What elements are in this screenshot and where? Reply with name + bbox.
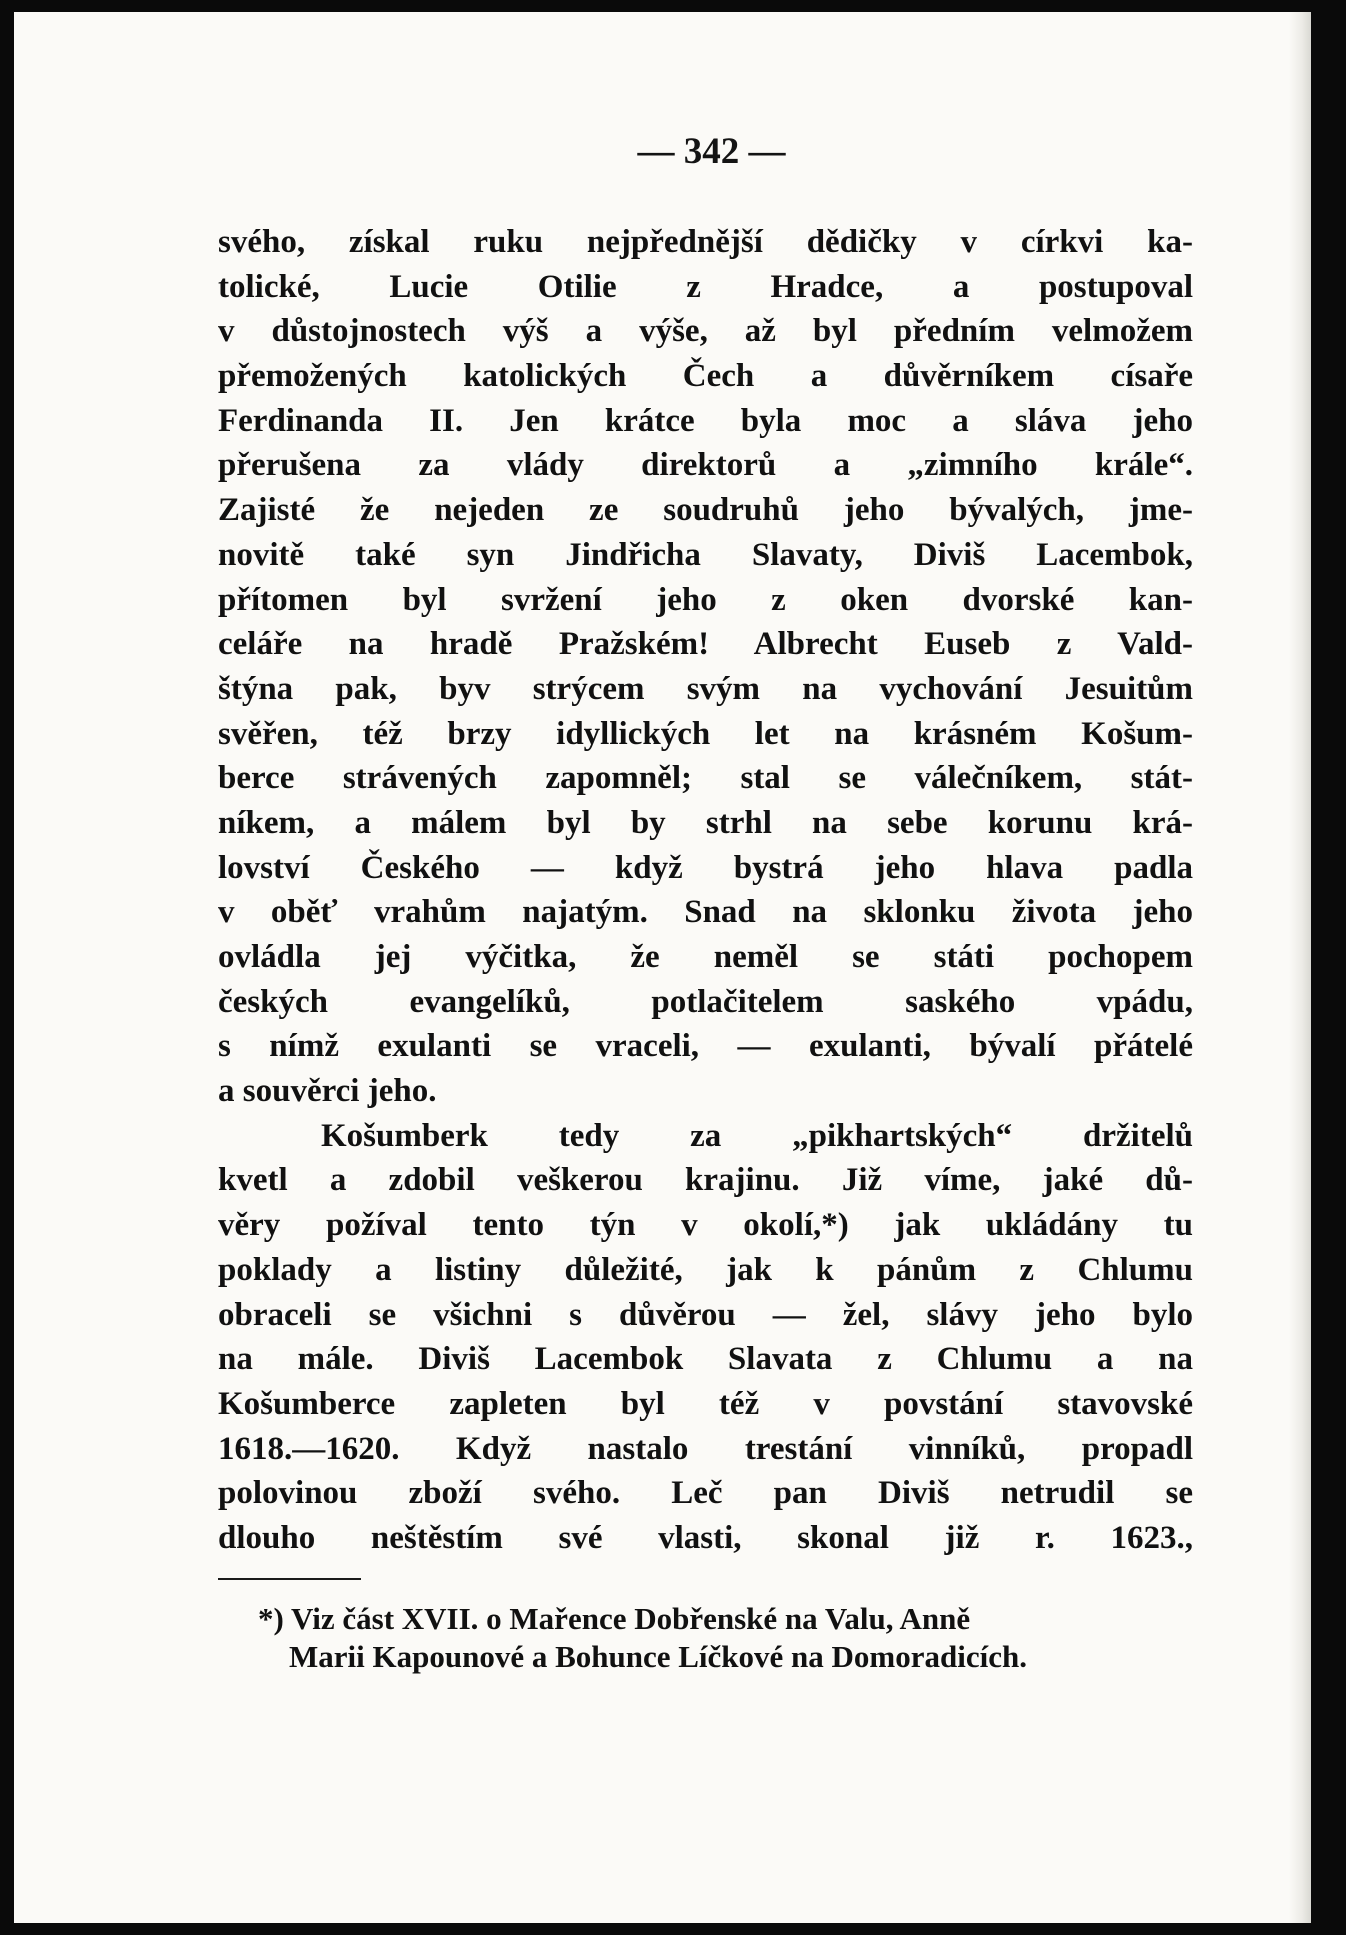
text-line-paragraph-start: Košumberk tedy za „pikhartských“ držitelů — [321, 1117, 1193, 1154]
text-line-paragraph-end: a souvěrci jeho. — [218, 1073, 437, 1110]
text-line: svého, získal ruku nejpřednější dědičky v církvi ka- — [218, 224, 1193, 260]
text-line: v oběť vrahům najatým. Snad na sklonku života jeho — [218, 894, 1193, 931]
text-line: Košumberce zapleten byl též v povstání stavovské — [218, 1385, 1193, 1422]
text-line: novitě také syn Jindřicha Slavaty, Diviš Lacembok, — [218, 536, 1193, 573]
text-line: Zajisté že nejeden ze soudruhů jeho bývalých, jme- — [218, 492, 1193, 529]
text-line: poklady a listiny důležité, jak k pánům z Chlumu — [218, 1251, 1193, 1288]
text-line: celáře na hradě Pražském! Albrecht Euseb z Vald- — [218, 626, 1193, 663]
text-line: štýna pak, byv strýcem svým na vychování Jesuitům — [218, 670, 1193, 707]
text-line: svěřen, též brzy idyllických let na krásném Košum- — [218, 715, 1193, 752]
text-line: na mále. Diviš Lacembok Slavata z Chlumu a na — [218, 1341, 1193, 1378]
text-line: v důstojnostech výš a výše, až byl předním velmožem — [218, 313, 1193, 350]
text-line: polovinou zboží svého. Leč pan Diviš netrudil se — [218, 1475, 1193, 1512]
text-line: 1618.—1620. Když nastalo trestání vinníků, propadl — [218, 1430, 1193, 1467]
book-page — [14, 12, 1311, 1923]
footnote-divider — [218, 1578, 361, 1580]
text-line: přítomen byl svržení jeho z oken dvorské kan- — [218, 581, 1193, 618]
body-text — [218, 220, 1193, 1561]
text-line: berce strávených zapomněl; stal se válečníkem, stát- — [218, 760, 1193, 797]
page-edge-shadow — [1289, 12, 1311, 1923]
text-line: přemožených katolických Čech a důvěrníkem císaře — [218, 358, 1193, 395]
text-line: ovládla jej výčitka, že neměl se státi pochopem — [218, 939, 1193, 975]
text-line: kvetl a zdobil veškerou krajinu. Již víme, jaké dů- — [218, 1162, 1193, 1199]
footnote-line: *) Viz část XVII. o Mařence Dobřenské na Valu, Anně — [258, 1601, 971, 1636]
text-line: níkem, a málem byl by strhl na sebe korunu krá- — [218, 804, 1193, 841]
text-line: dlouho neštěstím své vlasti, skonal již r. 1623., — [218, 1519, 1193, 1556]
text-line: tolické, Lucie Otilie z Hradce, a postupoval — [218, 268, 1193, 305]
text-line: přerušena za vlády direktorů a „zimního krále“. — [218, 447, 1193, 484]
text-line: Ferdinanda II. Jen krátce byla moc a sláva jeho — [218, 402, 1193, 439]
footnote — [258, 1600, 1193, 1676]
text-line: s nímž exulanti se vraceli, — exulanti, bývalí přátelé — [218, 1028, 1193, 1065]
page-number: — 342 — — [637, 131, 786, 172]
footnote-line: Marii Kapounové a Bohunce Líčkové na Domoradicích. — [289, 1639, 1027, 1674]
text-line: českých evangelíků, potlačitelem saského vpádu, — [218, 983, 1193, 1020]
text-line: obraceli se všichni s důvěrou — žel, slávy jeho bylo — [218, 1296, 1193, 1333]
text-line: lovství Českého — když bystrá jeho hlava padla — [218, 849, 1193, 886]
text-line: věry požíval tento týn v okolí,*) jak ukládány tu — [218, 1207, 1193, 1244]
